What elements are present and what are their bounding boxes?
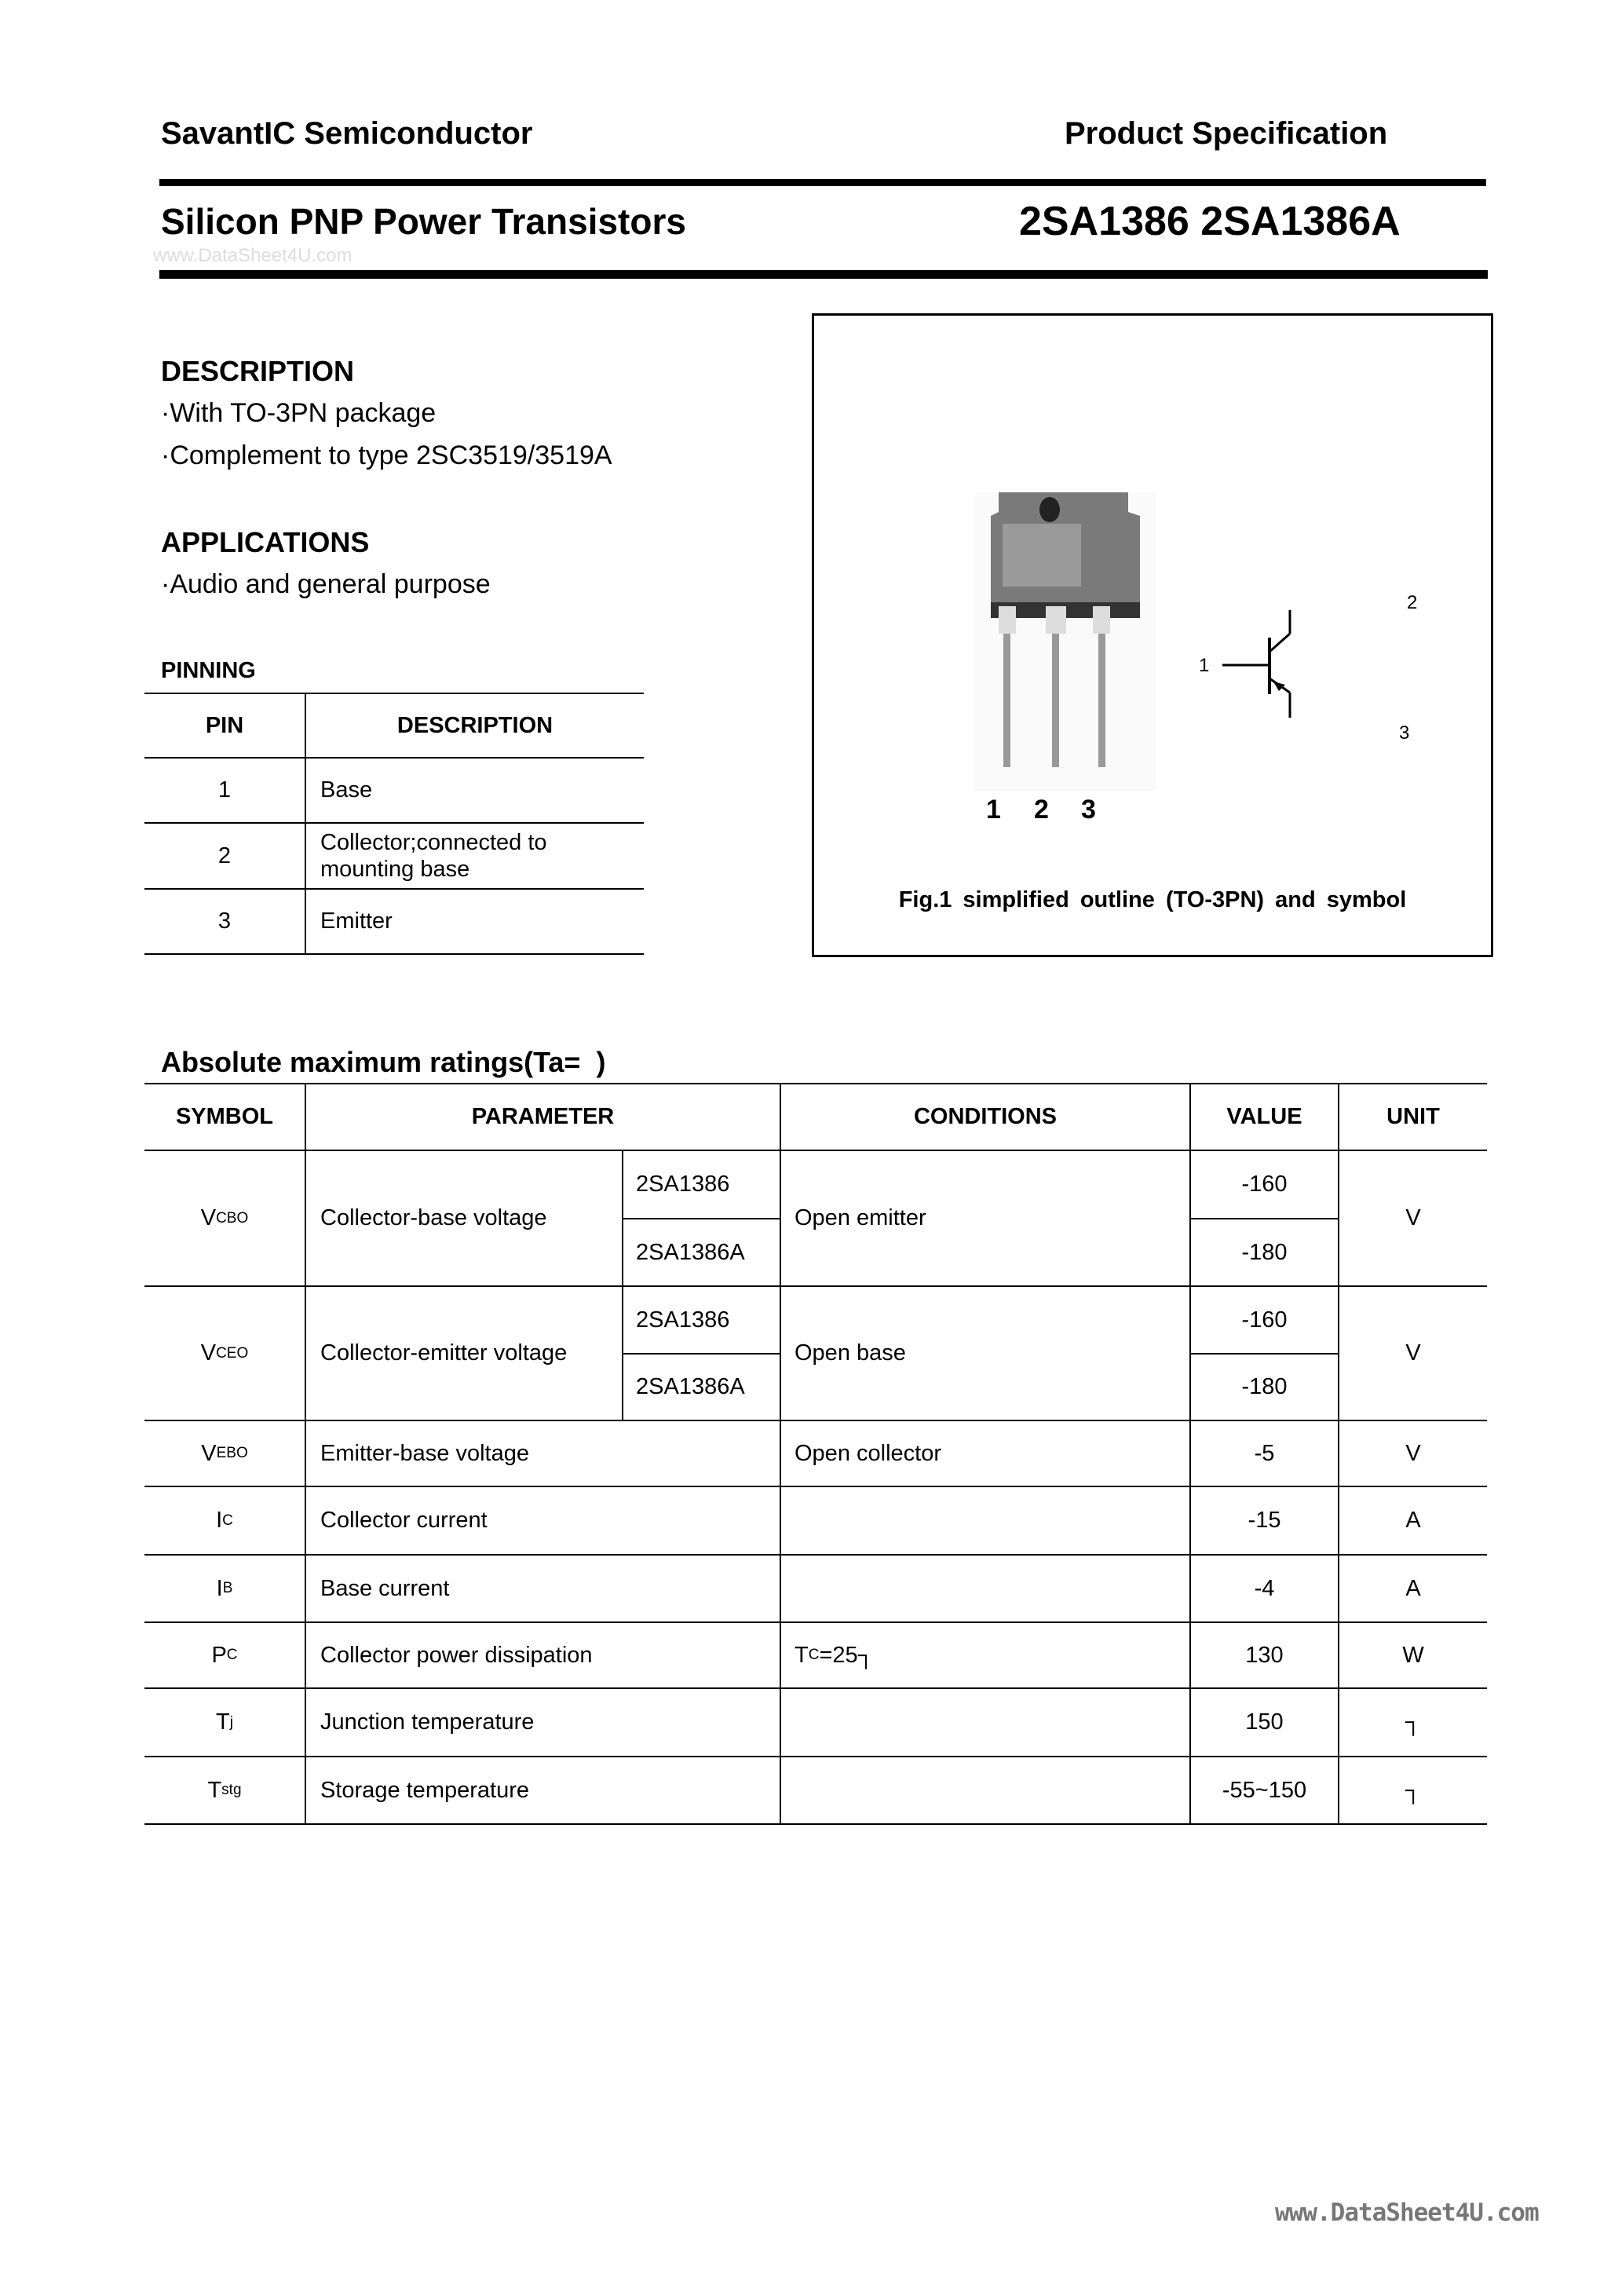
symbol-cell: V CEO	[200, 1340, 249, 1366]
parameter-cell: Emitter-base voltage	[320, 1440, 529, 1466]
ratings-heading: Absolute maximum ratings(Ta= )	[161, 1046, 606, 1078]
value-cell: -180	[1241, 1239, 1288, 1265]
pin-number: 2	[217, 843, 232, 868]
footer-watermark: www.DataSheet4U.com	[1275, 2199, 1539, 2227]
parameter-cell: Collector current	[320, 1508, 488, 1533]
applications-heading: APPLICATIONS	[161, 526, 370, 558]
pin-column-header: PIN	[205, 712, 244, 738]
parameter-cell: Storage temperature	[320, 1777, 529, 1803]
conditions-column-header: CONDITIONS	[913, 1104, 1058, 1129]
condition-cell: Open collector	[795, 1440, 941, 1466]
unit-cell: V	[1405, 1440, 1421, 1466]
unit-cell: A	[1405, 1575, 1421, 1601]
unit-cell: ┐	[1405, 1709, 1422, 1735]
variant-cell: 2SA1386	[636, 1172, 730, 1197]
condition-cell: T C =25┐	[795, 1642, 875, 1668]
symbol-cell: V CBO	[200, 1205, 249, 1230]
parameter-cell: Base current	[320, 1575, 450, 1601]
unit-cell: W	[1402, 1642, 1424, 1668]
value-cell: -180	[1241, 1374, 1288, 1399]
unit-cell: V	[1405, 1340, 1421, 1366]
parameter-column-header: PARAMETER	[471, 1104, 615, 1129]
pin-label: 2	[1034, 795, 1049, 824]
variant-cell: 2SA1386A	[636, 1239, 745, 1265]
value-cell: -160	[1241, 1172, 1288, 1197]
parameter-cell: Collector-base voltage	[320, 1205, 547, 1230]
value-cell: 130	[1245, 1642, 1284, 1668]
divider	[159, 179, 1486, 186]
pnp-transistor-symbol	[1191, 575, 1348, 740]
description-item: ·With TO-3PN package	[161, 398, 437, 428]
symbol-cell: T j	[216, 1709, 233, 1735]
value-cell: -5	[1254, 1440, 1275, 1466]
parameter-cell: Collector-emitter voltage	[320, 1340, 568, 1366]
figure-caption: Fig.1 simplified outline (TO-3PN) and symbol	[898, 887, 1407, 912]
unit-cell: A	[1405, 1508, 1421, 1533]
part-numbers: 2SA1386 2SA1386A	[1019, 199, 1401, 244]
symbol-column-header: SYMBOL	[175, 1104, 274, 1129]
pin-description: Collector;connected to mounting base	[320, 830, 547, 882]
variant-cell: 2SA1386A	[636, 1374, 745, 1399]
pin-number: 3	[217, 909, 232, 934]
company-name: SavantIC Semiconductor	[161, 116, 533, 151]
watermark: www.DataSheet4U.com	[153, 245, 353, 266]
condition-cell: Open emitter	[795, 1205, 926, 1230]
applications-item: ·Audio and general purpose	[161, 569, 491, 599]
value-cell: -15	[1248, 1508, 1281, 1533]
symbol-cell: V EBO	[201, 1440, 248, 1466]
pin-number: 1	[217, 777, 232, 803]
description-column-header: DESCRIPTION	[396, 712, 553, 738]
parameter-cell: Junction temperature	[320, 1709, 535, 1735]
value-cell: -4	[1254, 1575, 1275, 1601]
unit-cell: V	[1405, 1205, 1421, 1230]
condition-cell: Open base	[795, 1340, 906, 1366]
symbol-pin-label: 1	[1199, 655, 1210, 676]
symbol-cell: P C	[211, 1642, 238, 1668]
symbol-cell: I B	[216, 1575, 233, 1601]
unit-column-header: UNIT	[1386, 1104, 1440, 1129]
symbol-cell: I C	[216, 1508, 233, 1533]
description-item: ·Complement to type 2SC3519/3519A	[161, 441, 612, 470]
value-cell: 150	[1245, 1709, 1284, 1735]
pin-description: Emitter	[320, 909, 393, 934]
symbol-pin-label: 3	[1399, 722, 1410, 744]
divider	[159, 270, 1488, 279]
description-heading: DESCRIPTION	[161, 355, 355, 387]
page-title: Silicon PNP Power Transistors	[161, 201, 686, 242]
value-column-header: VALUE	[1226, 1104, 1302, 1129]
value-cell: -55~150	[1222, 1777, 1307, 1803]
doc-type: Product Specification	[1065, 116, 1388, 151]
pinning-heading: PINNING	[161, 658, 256, 683]
value-cell: -160	[1241, 1307, 1288, 1333]
figure-box	[812, 313, 1493, 957]
pin-description: Base	[320, 777, 373, 803]
symbol-pin-label: 2	[1407, 592, 1418, 613]
parameter-cell: Collector power dissipation	[320, 1642, 593, 1668]
symbol-cell: T stg	[207, 1777, 242, 1803]
variant-cell: 2SA1386	[636, 1307, 730, 1333]
unit-cell: ┐	[1405, 1777, 1422, 1803]
pin-label: 3	[1081, 795, 1096, 824]
pin-label: 1	[986, 795, 1001, 824]
to3pn-package-image	[975, 492, 1156, 791]
